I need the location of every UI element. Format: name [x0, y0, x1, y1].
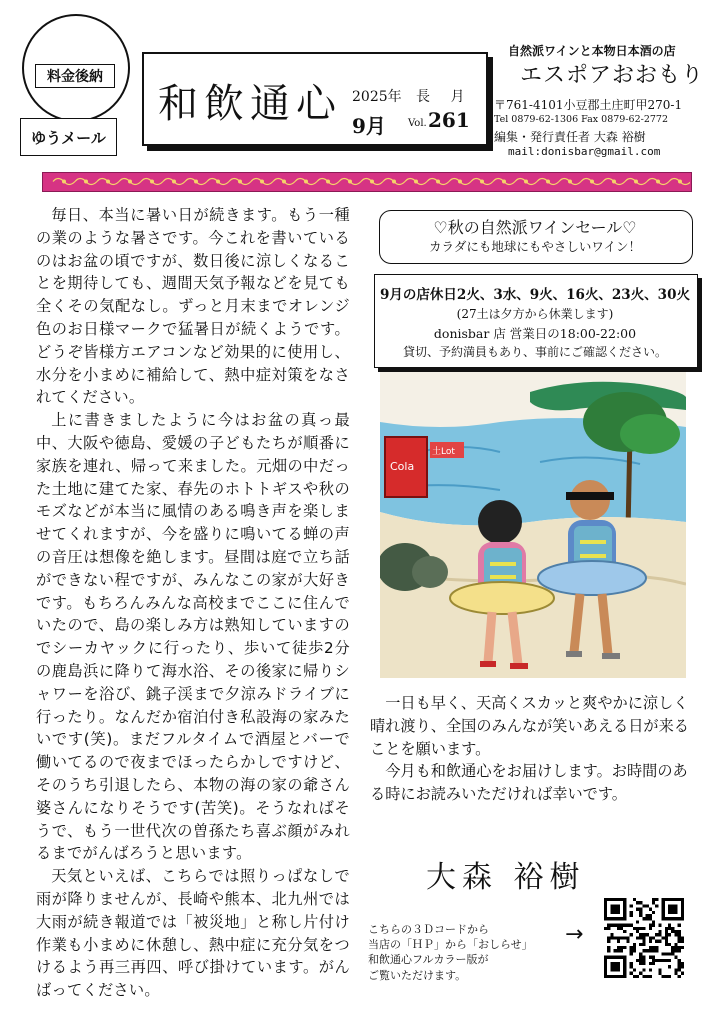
- article-paragraph: 天気といえば、こちらでは照りっぱなしで雨が降りませんが、長崎や熊本、北九州では大雨が続き報道では「被災地」と称し片付け作業も小まめに休憩し、熱中症に充分気をつけるよう再三再四、呼び掛けています。がんばってください。: [36, 867, 350, 1000]
- wine-sale-subtitle: カラダにも地球にもやさしいワイン！: [428, 239, 641, 254]
- postage-label: 料金後納: [35, 64, 115, 88]
- float-ring: [538, 561, 646, 595]
- closing-text: [370, 692, 690, 806]
- issue-vol-prefix: Vol.: [408, 118, 427, 129]
- shop-name: エスポアおおもり: [520, 63, 705, 88]
- banner-ornament: [43, 173, 690, 190]
- holiday-dates: 9月の店休日2火、3水、9火、16火、23火、30火: [380, 287, 690, 303]
- shop-address: 〒761-4101小豆郡土庄町甲270-1: [494, 98, 683, 112]
- newsletter-title: 和飲通心: [158, 81, 342, 127]
- issue-month-name: 長 月: [416, 89, 473, 105]
- road-sign-text: 土Lot: [432, 447, 455, 457]
- qr-note-line: ご覧いただけます。: [368, 968, 467, 982]
- beach-illustration: [380, 372, 686, 678]
- shop-editor: 編集・発行責任者 大森 裕樹: [494, 130, 646, 144]
- qr-note-line: 当店の「ＨＰ」から「おしらせ」: [368, 938, 533, 952]
- holiday-note: (27土は夕方から休業します): [456, 307, 614, 321]
- signature: 大森 裕樹: [426, 860, 586, 895]
- issue-vol-number: 261: [428, 108, 470, 132]
- reservation-note: 貸切、予約満員もあり、事前にご確認ください。: [402, 345, 667, 359]
- shop-mail: mail:donisbar@gmail.com: [508, 145, 661, 158]
- closing-paragraph: 今月も和飲通心をお届けします。お時間のある時にお読みいただければ幸いです。: [370, 762, 688, 804]
- issue-year: 2025年: [352, 89, 402, 105]
- decorative-banner: [42, 172, 692, 192]
- issue-month: 9月: [352, 114, 386, 138]
- article-paragraph: 毎日、本当に暑い日が続きます。もう一種の業のような暑さです。今これを書いているのはお盆の頃ですが、数日後に涼しくなることを期待しても、週間天気予報などを見ても全くその気配なし。ずっと月末までオレンジ色のお日様マークで猛暑日が続くようです。どうぞ皆様方エアコンなど効果的に使用し、水分を小まめに補給して、熱中症対策をなされてください。: [36, 206, 350, 407]
- qr-code[interactable]: [604, 898, 684, 978]
- wine-sale-title: ♡秋の自然派ワインセール♡: [433, 218, 637, 237]
- article-paragraph: 上に書きましたように今はお盆の真っ最中、大阪や徳島、愛媛の子どもたちが順番に家族を連れ、帰って来ました。元畑の中だった土地に建てた家、春先のホトトギスや秋のモズなどが本当に風情のある鳴き声を楽しませてくれますが、今を盛りに鳴いてる蝉の声の音圧は想像を絶します。昼間は庭で立ち話ができない程ですが、みんなこの家が大好きです。もちろんみんな高校までここに住んでいたので、島の楽しみ方は熟知していますのでシーカヤックに行ったり、歩いて徒歩2分の鹿島浜に降りて海水浴、その後家に帰りシャワーを浴び、銚子渓まで夕涼みドライブに行ったり。なんだか宿泊付き私設海の家みたいです(笑)。まだフルタイムで酒屋とバーで働いてるので夜までほったらかしですけど、そのうち引退したら、本物の海の家の爺さん婆さんになりそうです(苦笑)。そうなればそうで、もう一世代次の曽孫たち喜ぶ顔がみれるまでがんばろうと思います。: [36, 411, 350, 863]
- qr-note-line: 和飲通心フルカラー版が: [368, 953, 489, 967]
- mail-type-label: ゆうメール: [20, 118, 117, 156]
- qr-note-line: こちらの３Ｄコードから: [368, 923, 489, 936]
- shop-tagline: 自然派ワインと本物日本酒の店: [508, 44, 676, 58]
- qr-note: [368, 922, 588, 983]
- float-ring: [450, 582, 554, 614]
- main-article: [36, 204, 350, 1002]
- bar-hours: donisbar 店 営業日の18:00-22:00: [433, 326, 637, 341]
- arrow-right-icon: →: [565, 922, 584, 947]
- sign-text: Cola: [390, 460, 415, 473]
- shop-tel-fax: Tel 0879-62-1306 Fax 0879-62-2772: [494, 114, 669, 125]
- closing-paragraph: 一日も早く、天高くスカッと爽やかに涼しく晴れ渡り、全国のみんなが笑いあえる日が来ることを願います。: [370, 694, 689, 758]
